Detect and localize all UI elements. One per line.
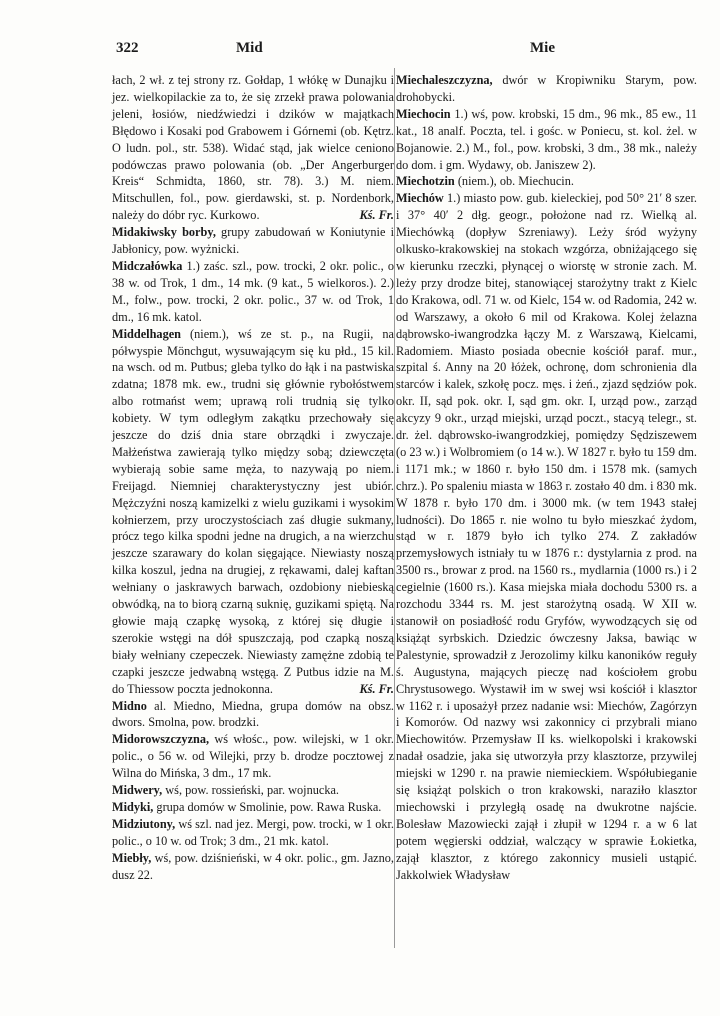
author-signature: Kś. Fr. bbox=[359, 681, 394, 696]
entry-miebly: Miebły, wś, pow. dziśnieński, w 4 okr. polic., gm. Jazno, dusz 22. bbox=[112, 850, 394, 882]
header-right-word: Mie bbox=[530, 40, 555, 56]
header-left-word: Mid bbox=[236, 40, 263, 56]
entry-miechocin: Miechocin 1.) wś, pow. krobski, 15 dm., 96 mk., 85 ew., 11 kat., 18 analf. Poczta, tel. i gośc. w Poniecu, st. kol. żel. w Bojanowie. 2.) M., fol., pow. krobski, 3 dm., 38 mk., należy do dom. i gm. Wydawy, ob. Janiszew 2). bbox=[396, 106, 697, 172]
entry-miechow: Miechów 1.) miasto pow. gub. kieleckiej, pod 50° 21′ 8 szer. i 37° 40′ 2 dłg. geogr., położone nad rz. Wielką al. Miechówką (dopływ Szreniawy). Leży śród wyżyny olkusko-krakowskiej na stokach wzgórza, obniżającego się w kierunku rzeczki, płynącej o wiorstę w stronie zach. M. leży przy drodze bitej, stanowiącej starożytny trakt z Kielc do Krakowa, odl. 71 w. od Kielc, 154 w. od Radomia, 242 w. od Warszawy, a około 6 mil od Krakowa. Kolej żelazna dąbrowsko-iwangrodzka łączy M. z Warszawą, Kielcami, Radomiem. Miasto posiada obecnie kościół paraf. mur., szpital ś. Anny na 20 łóżek, ochronę, dom schronienia dla starców i kalek, szkołę pocz. męs. i żeń., zjazd sędziów pok. okr. II, sąd pok. okr. I, sąd gm. okr. I, urząd pow., zarząd akcyzy 9 okr., urząd miejski, urząd poczt., stacyą telegr., st. dr. żel. dąbrowsko-iwangrodzkiej, pomiędzy Sędziszewem (o 23 w.) i Wolbromiem (o 14 w.). W 1827 r. było tu 159 dm. i 1171 mk.; w 1860 r. było 150 dm. i 1578 mk. (samych chrz.). Po spaleniu miasta w 1863 r. zostało 40 dm. i 830 mk. W 1878 r. było 170 dm. i 3000 mk. (w tem 1943 stałej ludności). Do 1865 r. nie wolno tu było mieszkać żydom, stąd w r. 1879 było ich tylko 274. Z zakładów przemysłowych istniały tu w 1876 r.: dystylarnia z prod. na 3500 rs., browar z prod. na 1560 rs., mydlarnia (1000 rs.) i 2 cegielnie (1600 rs.). Kasa miejska miała dochodu 5300 rs. a rozchodu 3344 rs. M. jest starożytną osadą. W XII w. stanowił on posiadłość rodu Gryfów, wywodzących się od książąt syrbskich. Dziedzic ówczesny Jaksa, bawiąc w Palestynie, sprowadził z Jerozolimy kilku kanoników reguły ś. Augustyna, mających pieczę nad kościołem grobu Chrystusowego. Wystawił im w swej wsi kościół i klasztor w 1162 r. i uposażył przez nadanie wsi: Miechów, Zagórzyn i Komorów. Od nazwy wsi zakonnicy ci przybrali miano Miechowitów. Przemysław II ks. wielkopolski i krakowski nadał osadzie, jaka się utworzyła przy klasztorze, przywilej miejski w 1290 r. na prawie niemieckiem. Współubieganie się książąt polskich o tron krakowski, naraziło klasztor miechowski i przyległą osadę na dwukrotne najście. Bolesław Mazowiecki zajął i złupił w 1294 r. a w 6 lat potem węgierski oddział, walczący w sprawie Łokietka, zajął klasztor, z którego zakonnicy musieli ustąpić. Jakkolwiek Władysław bbox=[396, 191, 697, 882]
entry-headword: Miechocin bbox=[396, 106, 451, 121]
entry-headword: Midakiwsky borby, bbox=[112, 225, 216, 240]
page-number: 322 bbox=[116, 40, 139, 56]
entry-headword: Miechotzin bbox=[396, 174, 455, 189]
author-signature: Kś. Fr. bbox=[359, 208, 394, 223]
entry-headword: Midyki, bbox=[112, 799, 154, 814]
left-column bbox=[112, 72, 394, 884]
entry-midno: Midno al. Miedno, Miedna, grupa domów na obsz. dwors. Smolna, pow. brodzki. bbox=[112, 698, 394, 730]
entry-continuation: łach, 2 wł. z tej strony rz. Gołdap, 1 włókę w Dunajku i jez. wielkopilackie za to, że się zrzekł prawa polowania jeleni, łosiów, niedźwiedzi i dzików w majątkach Błędowo i Kosaki pod Grabowem i Górnemi (ob. Kętrz. O ludn. pol., str. 538). Widać stąd, jak wielce ceniono podówczas prawo polowania (ob. „Der Angerburger Kreis“ Schmidta, 1860, str. 78). 3.) M. niem. Mitschullen, fol., pow. gierdawski, st. p. Nordenbork, należy do dóbr ryc. Kurkowo. Kś. Fr. bbox=[112, 73, 394, 223]
entry-midyki: Midyki, grupa domów w Smolinie, pow. Rawa Ruska. bbox=[112, 799, 382, 814]
entry-miechaleszczyzna: Miechaleszczyzna, dwór w Kropiwniku Starym, pow. drohobycki. bbox=[396, 73, 697, 104]
entry-headword: Midno bbox=[112, 698, 147, 713]
entry-headword: Middelhagen bbox=[112, 326, 182, 341]
entry-headword: Midwery, bbox=[112, 783, 163, 798]
entry-miechotzin: Miechotzin (niem.), ob. Miechucin. bbox=[396, 174, 574, 189]
entry-midczalowka: Midczałówka 1.) zaśc. szl., pow. trocki, 2 okr. polic., o 38 w. od Trok, 1 dm., 14 mk. (9 kat., 5 wielkoros.). 2.) M., folw., pow. trocki, 2 okr. polic., 37 w. od Trok, 1 dm., 16 mk. katol. bbox=[112, 258, 394, 324]
entry-midakiwsky: Midakiwsky borby, grupy zabudowań w Koniutynie i Jabłonicy, pow. wyżnicki. bbox=[112, 225, 394, 257]
entry-headword: Midziutony, bbox=[112, 816, 176, 831]
entry-midziutony: Midziutony, wś szl. nad jez. Mergi, pow. trocki, w 1 okr. polic., o 10 w. od Trok; 3 dm., 21 mk. katol. bbox=[112, 816, 394, 848]
entry-headword: Miebły, bbox=[112, 850, 152, 865]
entry-headword: Midorowszczyzna, bbox=[112, 732, 210, 747]
entry-middelhagen: Middelhagen (niem.), wś ze st. p., na Rugii, na półwyspie Mönchgut, wysuwającym się ku płd., 15 kil. na wsch. od m. Putbus; gleba tylko do łąk i na pastwiska zdatna; 1878 mk. ew., trudni się głównie rybołóstwem albo rotmańst wem; uprawą roli trudnią się tylko kobiety. W tym odległym zakątku przechowały się jeszcze do dziś dnia stare obrządki i zwyczaje. Małżeństwa zawierają tylko między sobą; dziewczęta wybierają sobie same męża, to nazywają po niem. Freijagd. Niemniej charakterystyczny jest ubiór. Mężczyźni noszą kamizelki z wielu guzikami i wysokim kołnierzem, przy uroczystościach zaś długie sukmany, prócz tego kilka spodni jedne na drugich, a na wierzchu jeszcze szarawary do kolan sięgające. Niewiasty noszą kilka koszul, jedna na drugiej, z rękawami, dalej kaftan wełniany o jaskrawych barwach, ozdobiony niebieską obwódką, na to biorą czarną suknię, guzikami spiętą. Na głowie mają czapkę wysoką, z której się długie i szerokie wstęgi na dół spuszczają, pod czapką noszą biały wełniany czepeczek. Niewiasty zamężne zdobią te czapki jeszcze jedwabną wstęgą. Z Putbus idzie na M. do Thiessow poczta jednokonna. Kś. Fr. bbox=[112, 326, 394, 696]
right-column bbox=[396, 72, 697, 884]
entry-headword: Miechaleszczyzna, bbox=[396, 73, 493, 87]
entry-midwery: Midwery, wś, pow. rossieński, par. wojnucka. bbox=[112, 783, 340, 798]
column-divider bbox=[394, 68, 395, 948]
page-header bbox=[0, 40, 720, 60]
entry-headword: Miechów bbox=[396, 191, 444, 206]
entry-midorowszczyzna: Midorowszczyzna, wś włośc., pow. wilejski, w 1 okr. polic., o 56 w. od Wilejki, przy b. drodze pocztowej z Wilna do Mińska, 3 dm., 17 mk. bbox=[112, 732, 394, 781]
entry-headword: Midczałówka bbox=[112, 258, 183, 273]
